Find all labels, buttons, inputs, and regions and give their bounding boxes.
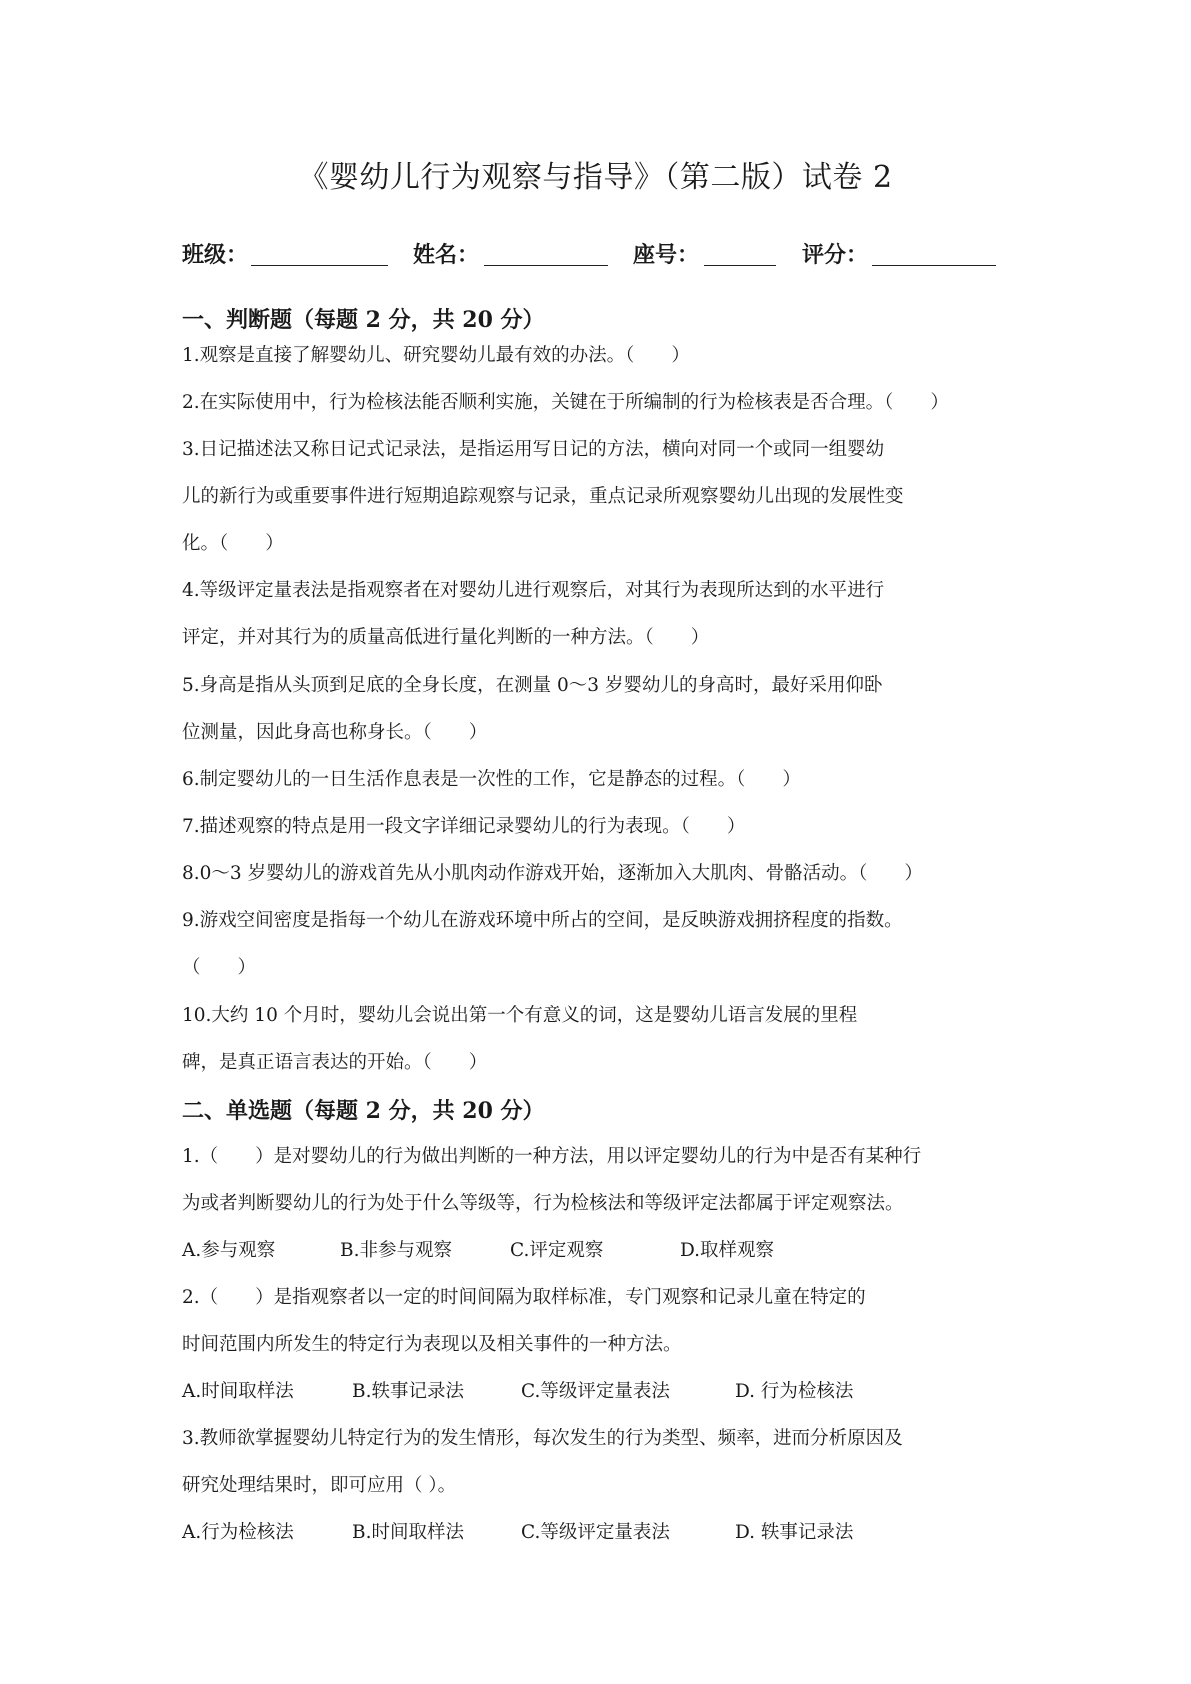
option-a: A.参与观察 bbox=[182, 1240, 276, 1261]
question-line: 7.描述观察的特点是用一段文字详细记录婴幼儿的行为表现。（ ） bbox=[182, 816, 746, 837]
page-title: 《婴幼儿行为观察与指导》（第二版）试卷 2 bbox=[298, 160, 893, 195]
question-line: 化。（ ） bbox=[182, 533, 284, 554]
score-blank[interactable] bbox=[872, 265, 996, 266]
name-blank[interactable] bbox=[484, 265, 608, 266]
question-line: 1.观察是直接了解婴幼儿、研究婴幼儿最有效的办法。（ ） bbox=[182, 345, 690, 366]
question-line: 3.教师欲掌握婴幼儿特定行为的发生情形，每次发生的行为类型、频率，进而分析原因及 bbox=[182, 1428, 903, 1449]
question-line: 位测量，因此身高也称身长。（ ） bbox=[182, 722, 488, 743]
option-a: A.行为检核法 bbox=[182, 1522, 294, 1543]
option-d: D. 行为检核法 bbox=[735, 1381, 854, 1402]
question-line: 评定，并对其行为的质量高低进行量化判断的一种方法。（ ） bbox=[182, 627, 710, 648]
option-c: C.等级评定量表法 bbox=[521, 1381, 670, 1402]
score-label: 评分： bbox=[802, 242, 869, 268]
question-line: 8.0～3 岁婴幼儿的游戏首先从小肌肉动作游戏开始，逐渐加入大肌肉、骨骼活动。（ ） bbox=[182, 863, 923, 884]
option-d: D.取样观察 bbox=[680, 1240, 775, 1261]
question-line: 4.等级评定量表法是指观察者在对婴幼儿进行观察后，对其行为表现所达到的水平进行 bbox=[182, 580, 885, 601]
student-info-row bbox=[0, 238, 1191, 272]
class-blank[interactable] bbox=[251, 265, 388, 266]
question-line: 5.身高是指从头顶到足底的全身长度，在测量 0～3 岁婴幼儿的身高时，最好采用仰卧 bbox=[182, 675, 883, 696]
question-line: 碑，是真正语言表达的开始。（ ） bbox=[182, 1052, 488, 1073]
question-line: 9.游戏空间密度是指每一个幼儿在游戏环境中所占的空间，是反映游戏拥挤程度的指数。 bbox=[182, 910, 903, 931]
question-line: 3.日记描述法又称日记式记录法，是指运用写日记的方法，横向对同一个或同一组婴幼 bbox=[182, 439, 885, 460]
option-a: A.时间取样法 bbox=[182, 1381, 294, 1402]
option-b: B.非参与观察 bbox=[340, 1240, 452, 1261]
seat-blank[interactable] bbox=[704, 265, 776, 266]
question-line: 2.（ ）是指观察者以一定的时间间隔为取样标准，专门观察和记录儿童在特定的 bbox=[182, 1287, 866, 1308]
question-line: 1.（ ）是对婴幼儿的行为做出判断的一种方法，用以评定婴幼儿的行为中是否有某种行 bbox=[182, 1146, 922, 1167]
option-c: C.评定观察 bbox=[510, 1240, 604, 1261]
question-line: 2.在实际使用中，行为检核法能否顺利实施，关键在于所编制的行为检核表是否合理。（ ） bbox=[182, 392, 949, 413]
question-line: 6.制定婴幼儿的一日生活作息表是一次性的工作，它是静态的过程。（ ） bbox=[182, 769, 801, 790]
option-c: C.等级评定量表法 bbox=[521, 1522, 670, 1543]
class-label: 班级： bbox=[182, 242, 249, 268]
option-b: B.轶事记录法 bbox=[352, 1381, 464, 1402]
question-line: 10.大约 10 个月时，婴幼儿会说出第一个有意义的词，这是婴幼儿语言发展的里程 bbox=[182, 1005, 858, 1026]
seat-label: 座号： bbox=[633, 242, 700, 268]
question-line: 研究处理结果时，即可应用（ ）。 bbox=[182, 1475, 457, 1496]
name-label: 姓名： bbox=[413, 242, 480, 268]
option-d: D. 轶事记录法 bbox=[735, 1522, 854, 1543]
question-line: （ ） bbox=[182, 957, 257, 978]
question-line: 为或者判断婴幼儿的行为处于什么等级等，行为检核法和等级评定法都属于评定观察法。 bbox=[182, 1193, 904, 1214]
question-line: 儿的新行为或重要事件进行短期追踪观察与记录，重点记录所观察婴幼儿出现的发展性变 bbox=[182, 486, 904, 507]
section-heading-true-false: 一、判断题（每题 2 分，共 20 分） bbox=[182, 307, 545, 333]
option-b: B.时间取样法 bbox=[352, 1522, 464, 1543]
section-heading-single-choice: 二、单选题（每题 2 分，共 20 分） bbox=[182, 1098, 545, 1124]
question-line: 时间范围内所发生的特定行为表现以及相关事件的一种方法。 bbox=[182, 1334, 682, 1355]
